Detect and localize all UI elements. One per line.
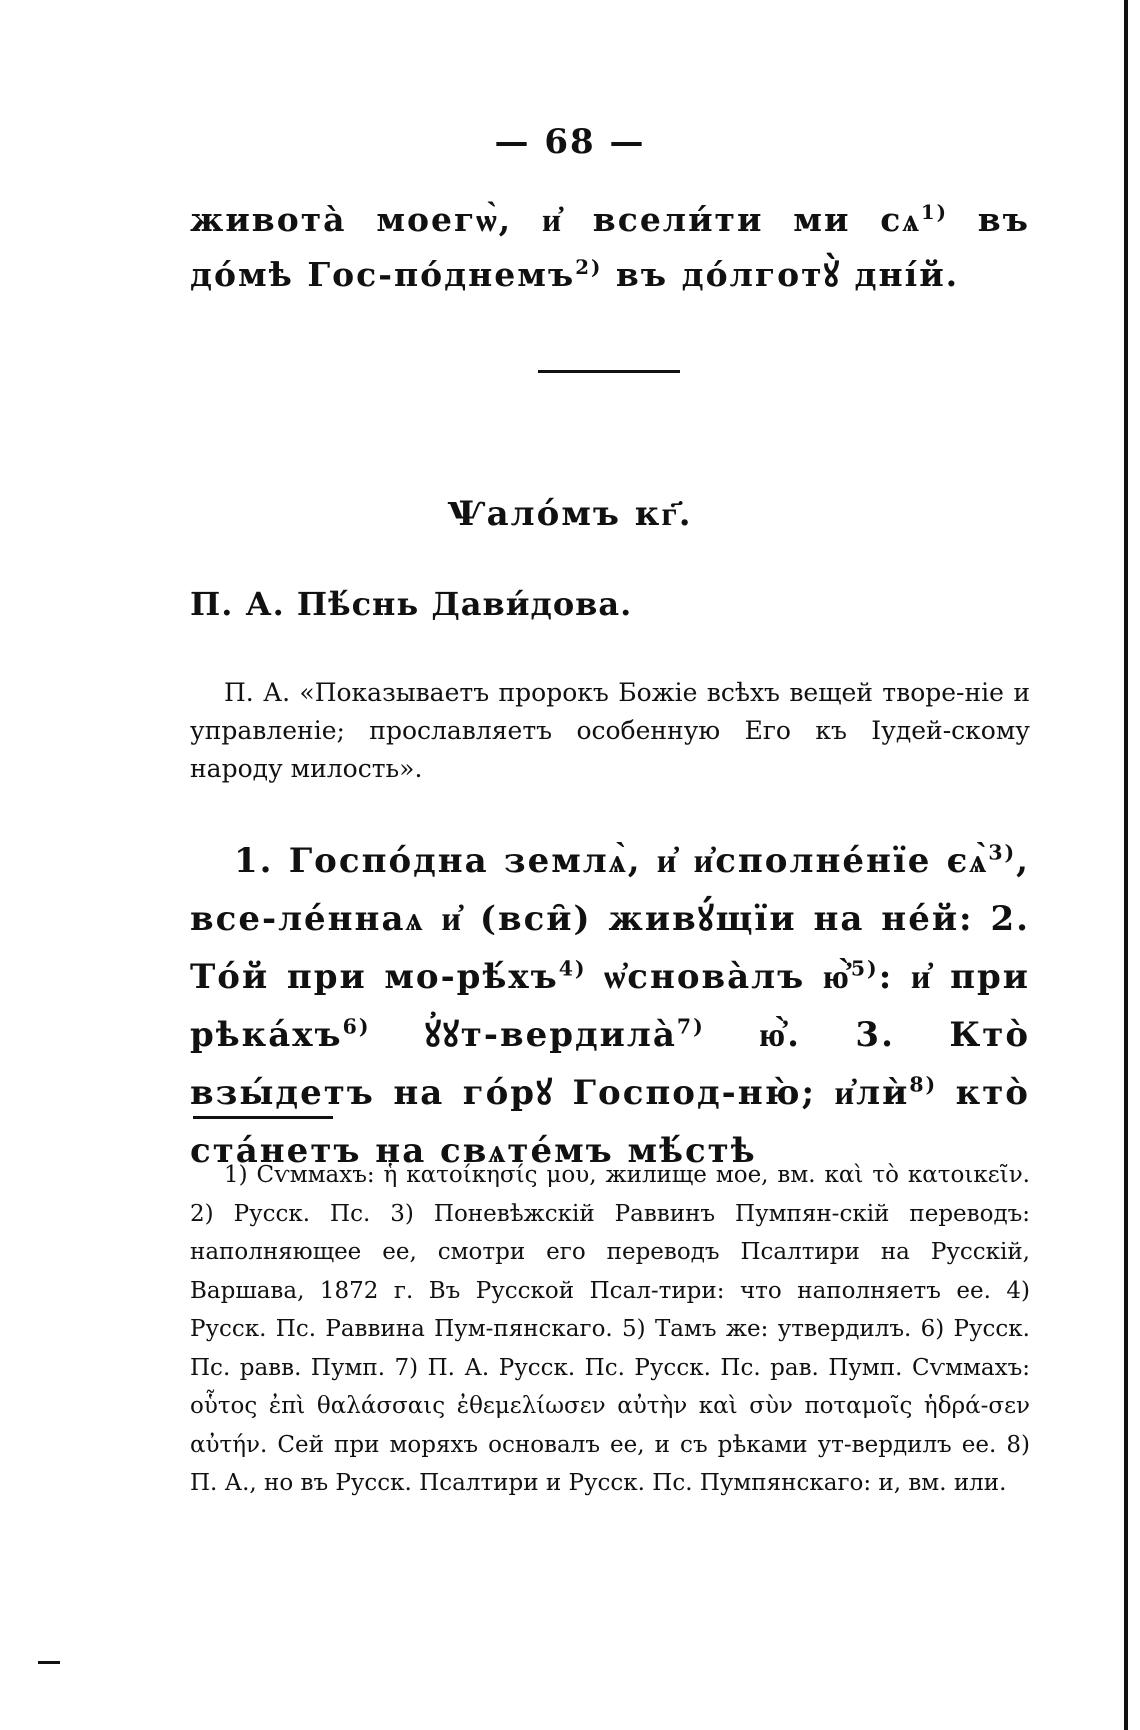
verse-text: въ до́мѣ Гос-по́днемъ [190, 200, 1031, 294]
verse-text: 1. Госпо́дна землѧ̀, и҆ и҆сполне́нїе єѧ̀ [234, 841, 989, 881]
verse-text: , все-ле́ннаѧ и҆ (вси̑) живꙋ́щїи на не́й: 2. То́й при мо-рѣ́хъ [190, 841, 1030, 997]
psalm-title: Ѱало́мъ кг҃. [447, 494, 693, 534]
psalm-inscription: П. А. Пѣ́снь Дави́дова. [190, 585, 633, 623]
psalm-verses [190, 832, 1030, 1180]
continued-verse [190, 192, 1030, 302]
verse-text: живота̀ моегѡ̀, и҆ всели́ти ми сѧ [190, 200, 921, 239]
footnote-ref: 3) [988, 840, 1017, 865]
footnote-ref: 8) [909, 1072, 938, 1097]
page-edge-rule [1124, 0, 1128, 1730]
footnote-ref: 4) [558, 956, 587, 981]
verse-text: ѡ҆снова̀лъ ю҆̀ [586, 957, 851, 997]
margin-mark [38, 1661, 60, 1664]
verse-text: ю҆̀. 3. Кто̀ взы́детъ на го́рꙋ Господ-ню̀; и҆лѝ [190, 1015, 1031, 1113]
footnote-ref: 1) [920, 200, 948, 224]
footnote-ref: 2) [575, 255, 603, 279]
verse-text: кто̀ ста́нетъ на свѧте́мъ мѣ́стѣ [190, 1073, 1030, 1171]
footnotes: 1) Сѵммахъ: ἡ κατοίκησίς μου, жилище мое, вм. καὶ τὸ κατοικεῖν. 2) Русск. Пс. 3) Поневѣжскій Раввинъ Пумпян-скій переводъ: наполняющее ее, смотри его переводъ Псалтири на Русскій, Варшава, 1872 г. Въ Русской Псал-тири: что наполняетъ ее. 4) Русск. Пс. Раввина Пум-пянскаго. 5) Тамъ же: утвердилъ. 6) Русск. Пс. равв. Пумп. 7) П. А. Русск. Пс. Русск. Пс. рав. Пумп. Сѵммахъ: οὗτος ἐπὶ θαλάσσαις ἐθεμελίωσεν αὐτὴν καὶ σὺν ποταμοῖς ἡδρά-σεν αὐτήν. Сей при моряхъ основалъ ее, и съ рѣками ут-вердилъ ее. 8) П. А., но въ Русск. Псалтири и Русск. Пс. Пумпянскаго: и, вм. или. [190, 1162, 1030, 1496]
page-number: — 68 — [494, 122, 646, 162]
verse-text: : и҆ при рѣка́хъ [190, 957, 1030, 1055]
footnote-ref: 5) [850, 956, 879, 981]
verse-text: въ до́лготꙋ̀ дні́й. [602, 255, 960, 294]
footnote-ref: 7) [676, 1014, 705, 1039]
verse-text: ꙋ҆ꙋт-вердила̀ [370, 1015, 677, 1055]
section-divider [538, 370, 680, 373]
psalm-summary: П. А. «Показываетъ пророкъ Божіе всѣхъ вещей творе-ніе и управленіе; прославляетъ особенную Его къ Іудей-скому народу милость». [190, 678, 1030, 783]
footnote-divider [193, 1116, 333, 1119]
footnote-ref: 6) [342, 1014, 371, 1039]
